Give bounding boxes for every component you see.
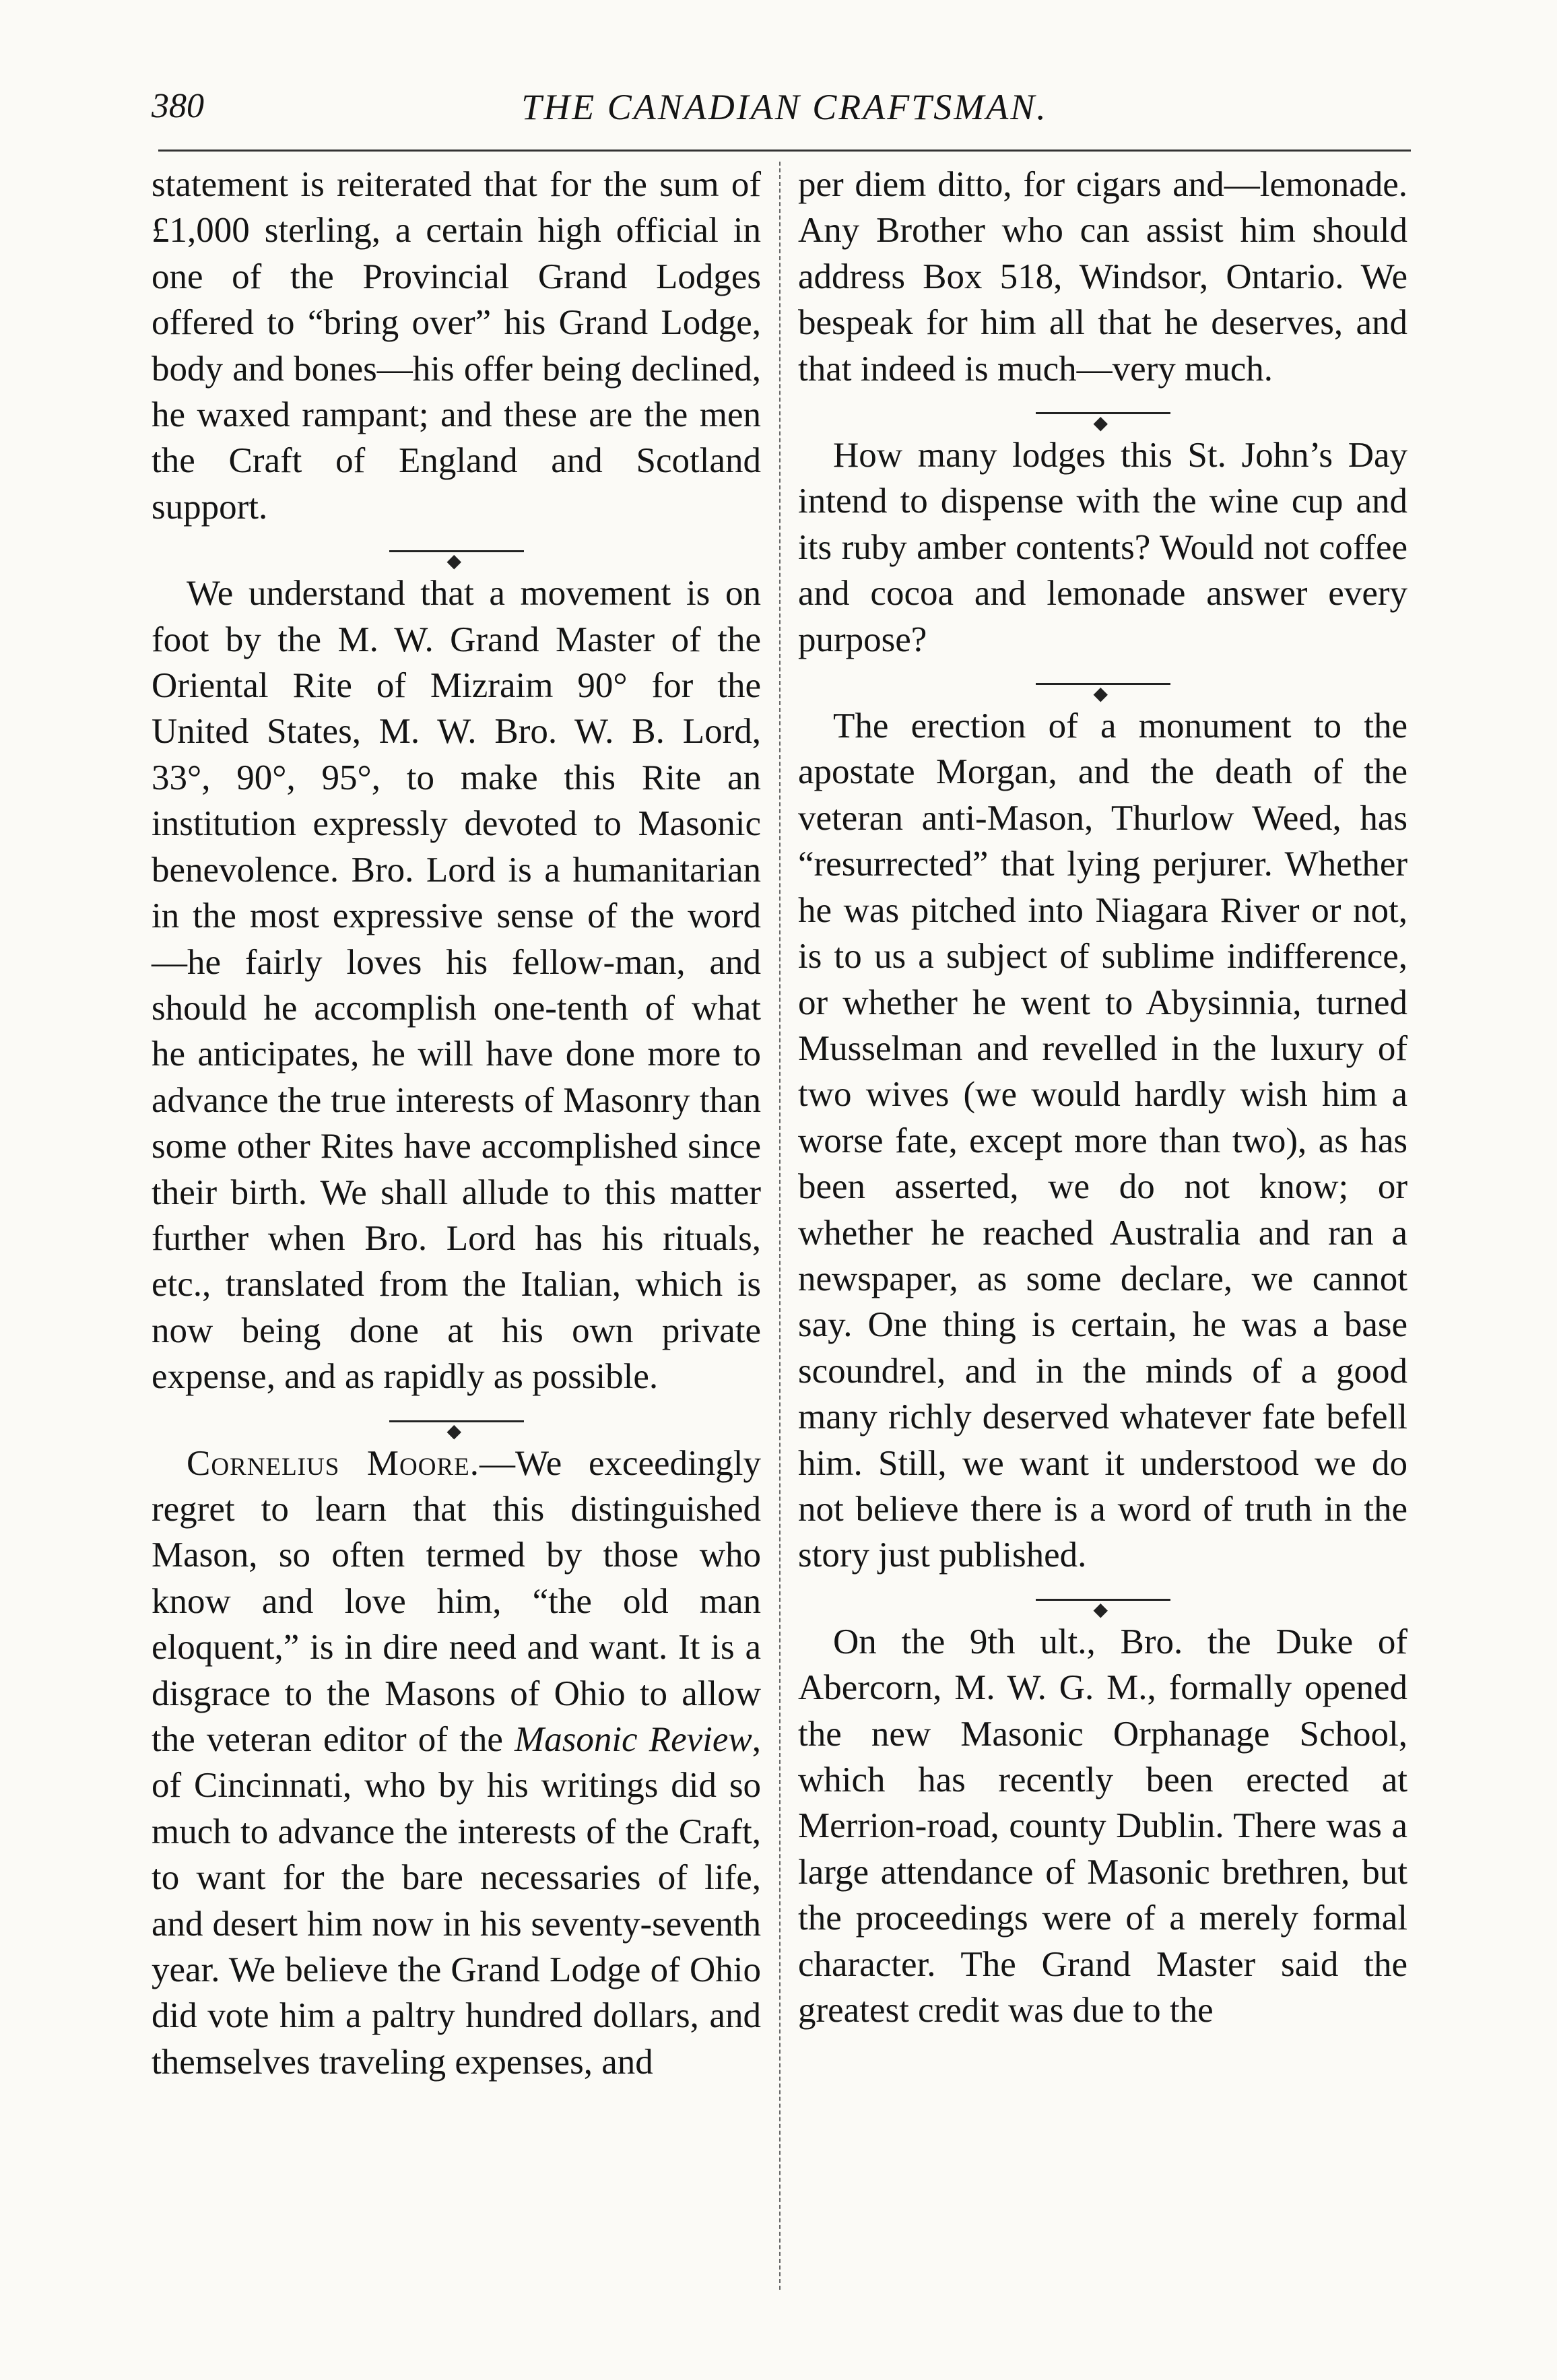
publication-title: Masonic Review bbox=[515, 1720, 752, 1759]
section-separator bbox=[152, 530, 761, 570]
right-paragraph-1: per diem ditto, for cigars and—lemonade. Any Brother who can assist him should address Box 518, Windsor, Ontario. We bespeak for him all that he deserves, and that indeed is much—very much. bbox=[798, 165, 1407, 389]
section-separator bbox=[798, 1579, 1407, 1619]
journal-title: THE CANADIAN CRAFTSMAN. bbox=[521, 87, 1048, 127]
right-column bbox=[798, 162, 1407, 2033]
header-rule bbox=[158, 150, 1411, 152]
left-paragraph-2: We understand that a movement is on foot by the M. W. Grand Master of the Oriental Rite of Mizraim 90° for the United States, M. W. Bro. W. B. Lord, 33°, 90°, 95°, to make this Rite an institution expressly devoted to Masonic benevolence. Bro. Lord is a humanitarian in the most expressive sense of the word—he fairly loves his fellow-man, and should he accomplish one-tenth of what he anticipates, he will have done more to advance the true interests of Masonry than some other Rites have accomplished since their birth. We shall allude to this matter further when Bro. Lord has his rituals, etc., translated from the Italian, which is now being done at his own private expense, and as rapidly as possible. bbox=[152, 574, 761, 1397]
section-separator bbox=[152, 1400, 761, 1441]
left-column bbox=[152, 162, 761, 2085]
page-header bbox=[152, 86, 1418, 140]
page-number: 380 bbox=[152, 87, 204, 125]
column-divider bbox=[779, 162, 781, 2290]
paragraph-text: , of Cincinnati, who by his writings did so much to advance the interests of the Craft, to want for the bare necessaries of life, and desert him now in his seventy-seventh year. We believe the Grand Lodge of Ohio did vote him a paltry hundred dollars, and themselves traveling expenses, and bbox=[152, 1720, 762, 2082]
section-separator bbox=[798, 663, 1407, 703]
left-paragraph-3 bbox=[152, 1441, 761, 2086]
left-paragraph-1: statement is reiterated that for the sum of £1,000 sterling, a certain high official in one of the Provincial Grand Lodges offered to “bring over” his Grand Lodge, body and bones—his offer being declined, he waxed rampant; and these are the men the Craft of England and Scotland support. bbox=[152, 165, 761, 527]
paragraph-text: —We exceedingly regret to learn that this distinguished Mason, so often termed by those who know and love him, “the old man eloquent,” is in dire need and want. It is a disgrace to the Masons of Ohio to allow the veteran editor of the bbox=[152, 1443, 761, 1759]
right-paragraph-4: On the 9th ult., Bro. the Duke of Abercorn, M. W. G. M., formally opened the new Masonic Orphanage School, which has recently been erected at Merrion-road, county Dublin. There was a large attendance of Masonic brethren, but the proceedings were of a merely formal character. The Grand Master said the greatest credit was due to the bbox=[798, 1622, 1407, 2030]
paragraph-lead-name: Cornelius Moore. bbox=[187, 1443, 480, 1483]
section-separator bbox=[798, 392, 1407, 432]
right-paragraph-2: How many lodges this St. John’s Day intend to dispense with the wine cup and its ruby amber contents? Would not coffee and cocoa and lemonade answer every purpose? bbox=[798, 436, 1407, 659]
right-paragraph-3: The erection of a monument to the apostate Morgan, and the death of the veteran anti-Mason, Thurlow Weed, has “resurrected” that lying perjurer. Whether he was pitched into Niagara River or not, is to us a subject of sublime indifference, or whether he went to Abysinnia, turned Musselman and revelled in the luxury of two wives (we would hardly wish him a worse fate, except more than two), as has been asserted, we do not know; or whether he reached Australia and ran a newspaper, as some declare, we cannot say. One thing is certain, he was a base scoundrel, and in the minds of a good many richly deserved whatever fate befell him. Still, we want it understood we do not believe there is a word of truth in the story just published. bbox=[798, 706, 1407, 1575]
